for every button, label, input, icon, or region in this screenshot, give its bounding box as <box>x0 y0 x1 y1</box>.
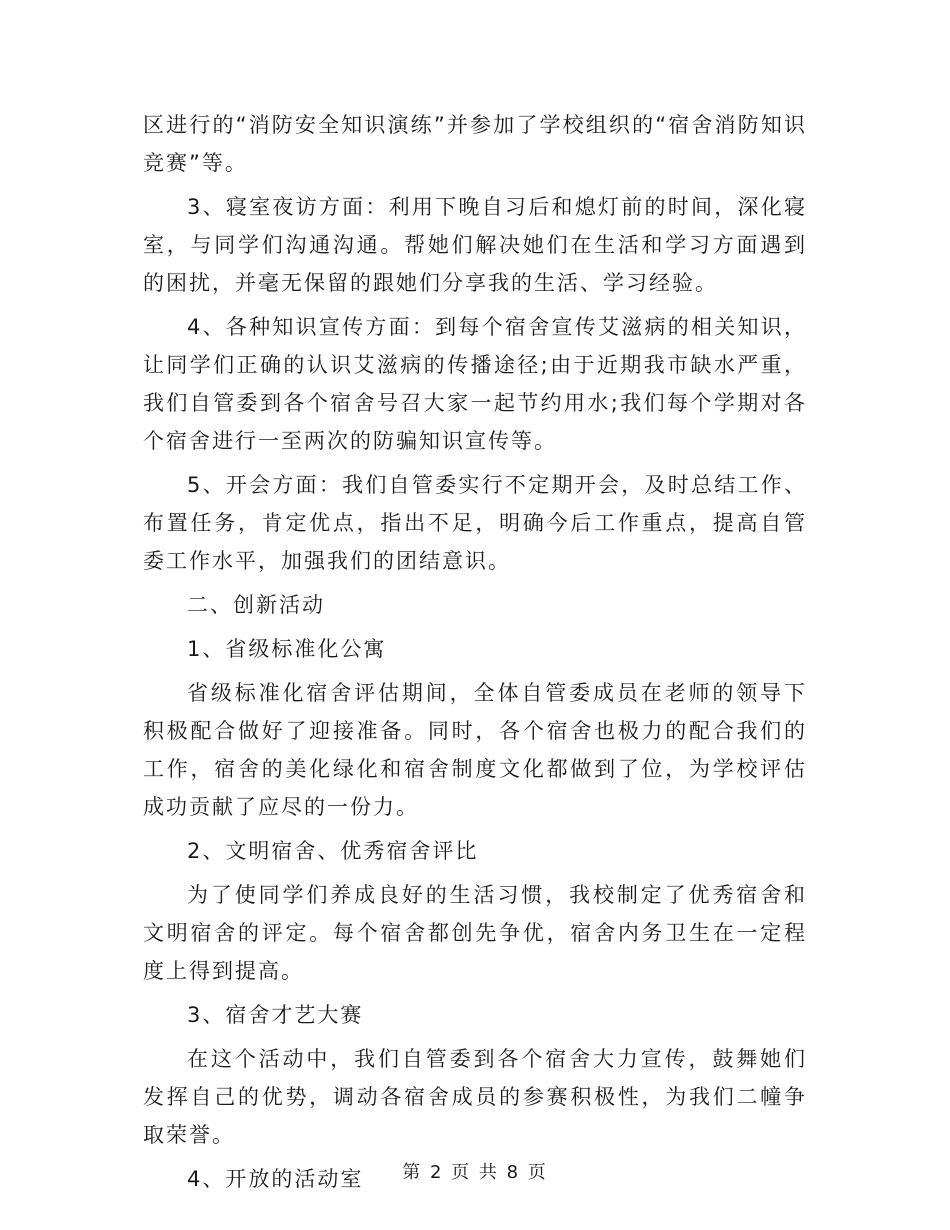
paragraph: 省级标准化宿舍评估期间，全体自管委成员在老师的领导下积极配合做好了迎接准备。同时，各个宿舍也极力的配合我们的工作，宿舍的美化绿化和宿舍制度文化都做到了位，为学校评估成功贡献了应尽的一份力。 <box>143 681 807 819</box>
paragraph: 为了使同学们养成良好的生活习惯，我校制定了优秀宿舍和文明宿舍的评定。每个宿舍都创先争优，宿舍内务卫生在一定程度上得到提高。 <box>143 883 807 983</box>
subsection-heading: 3、宿舍才艺大赛 <box>187 1003 364 1027</box>
paragraph: 3、寝室夜访方面：利用下晚自习后和熄灯前的时间，深化寝室，与同学们沟通沟通。帮她们解决她们在生活和学习方面遇到的困扰，并毫无保留的跟她们分享我的生活、学习经验。 <box>143 195 807 295</box>
subsection-heading: 1、省级标准化公寓 <box>187 637 387 661</box>
subsection-heading: 4、开放的活动室 <box>187 1167 364 1191</box>
page-number-footer: 第 2 页 共 8 页 <box>402 1162 548 1183</box>
subsection-heading: 2、文明宿舍、优秀宿舍评比 <box>187 839 479 863</box>
section-heading: 二、创新活动 <box>187 593 325 617</box>
paragraph: 区进行的“消防安全知识演练”并参加了学校组织的“宿舍消防知识竞赛”等。 <box>143 113 807 175</box>
paragraph: 5、开会方面：我们自管委实行不定期开会，及时总结工作、布置任务，肯定优点，指出不足，明确今后工作重点，提高自管委工作水平，加强我们的团结意识。 <box>143 473 807 573</box>
paragraph: 在这个活动中，我们自管委到各个宿舍大力宣传，鼓舞她们发挥自己的优势，调动各宿舍成员的参赛积极性，为我们二幢争取荣誉。 <box>143 1047 807 1147</box>
paragraph: 4、各种知识宣传方面：到每个宿舍宣传艾滋病的相关知识，让同学们正确的认识艾滋病的传播途径;由于近期我市缺水严重，我们自管委到各个宿舍号召大家一起节约用水;我们每个学期对各个宿舍进行一至两次的防骗知识宣传等。 <box>143 315 807 453</box>
document-body <box>143 106 807 1204</box>
